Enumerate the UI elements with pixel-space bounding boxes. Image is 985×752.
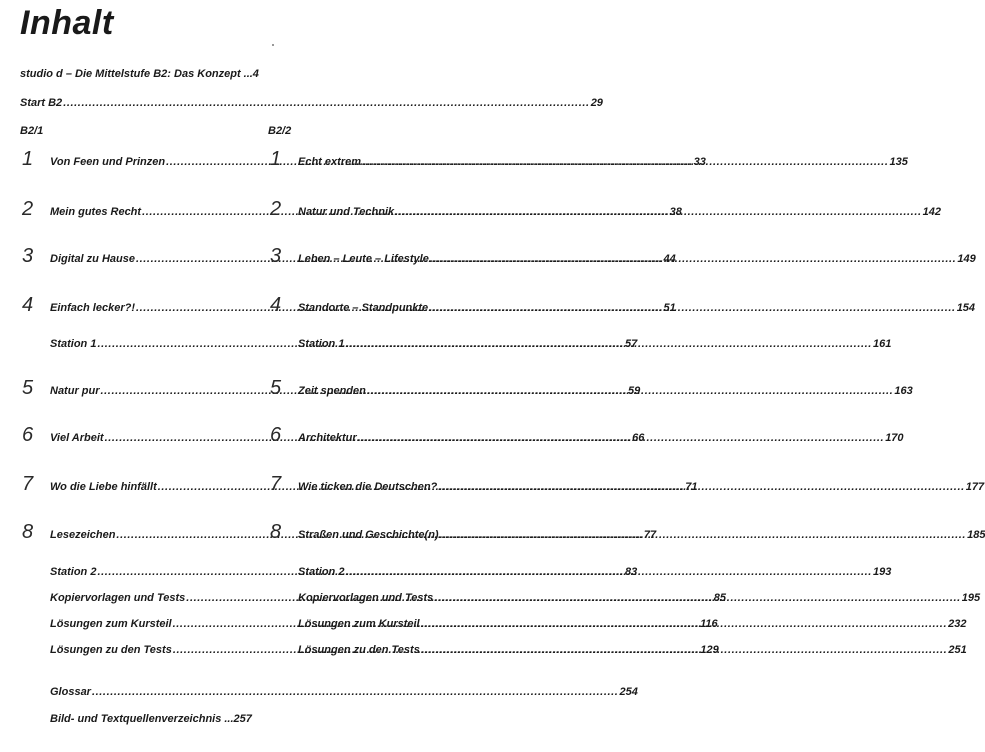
leader-dots (345, 338, 872, 350)
toc-entry-page: 170 (885, 432, 904, 444)
toc-entry-page: 116 (700, 618, 718, 630)
toc-entry-page: 51 (663, 302, 676, 314)
toc-entry-label: Station 2 (50, 566, 97, 578)
unit-number: 7 (270, 473, 282, 495)
toc-entry-page: 71 (685, 481, 698, 493)
toc-entry (50, 713, 252, 725)
toc-entry-label: Station 2 (298, 566, 345, 578)
toc-entry-label: Station 1 (298, 338, 345, 350)
leader-dots (367, 385, 894, 397)
leader-dots (63, 97, 590, 109)
toc-entry-label: Lösungen zu den Tests (50, 644, 172, 656)
leader-dots (345, 566, 872, 578)
toc-entry-start (20, 97, 603, 109)
toc-entry-page: 57 (624, 338, 638, 350)
toc-entry-page: 83 (624, 566, 638, 578)
toc-entry (50, 592, 727, 604)
unit-number: 6 (22, 424, 34, 446)
toc-entry (50, 566, 638, 578)
toc-entry-label: Lösungen zu den Tests (298, 644, 420, 656)
toc-entry (50, 338, 638, 350)
leader-dots (421, 644, 948, 656)
leader-dots (430, 253, 957, 265)
toc-entry-page: ...4 (243, 68, 259, 80)
unit-number: 2 (22, 198, 34, 220)
unit-number: 5 (270, 377, 282, 399)
unit-number: 1 (270, 148, 282, 170)
leader-dots (421, 618, 948, 630)
toc-entry-page: 232 (948, 618, 967, 630)
toc-entry-label: Lösungen zum Kursteil (298, 618, 420, 630)
leader-dots (395, 206, 922, 218)
toc-entry-label: Architektur (298, 432, 357, 444)
leader-dots (358, 432, 885, 444)
unit-number: 5 (22, 377, 34, 399)
toc-entry-page: 193 (872, 566, 892, 578)
toc-entry-label: Start B2 (20, 97, 63, 109)
toc-entry-label: Natur pur (50, 385, 100, 397)
toc-entry-page: 44 (663, 253, 676, 265)
toc-entry-label: Digital zu Hause (50, 253, 135, 265)
toc-entry-page: 185 (967, 529, 985, 541)
toc-entry-page: 129 (700, 644, 719, 656)
toc-entry (50, 618, 718, 630)
unit-number: 3 (22, 245, 34, 267)
leader-dots (434, 592, 961, 604)
toc-entry-page: 254 (619, 686, 638, 698)
unit-number: 4 (22, 294, 34, 316)
toc-entry-page: 59 (628, 385, 641, 397)
toc-entry-page: ...257 (224, 713, 252, 725)
toc-entry-label: Bild- und Textquellenverzeichnis (50, 713, 222, 725)
toc-entry-page: 29 (590, 97, 603, 109)
toc-entry-page: 195 (961, 592, 981, 604)
toc-entry-label: Standorte – Standpunkte (298, 302, 429, 314)
toc-entry-page: 149 (957, 253, 976, 265)
toc-entry-label: Kopiervorlagen und Tests (50, 592, 186, 604)
toc-entry-label: Straßen und Geschichte(n) (298, 529, 439, 541)
toc-entry-page: 85 (713, 592, 727, 604)
toc-entry-concept (20, 68, 259, 80)
unit-number: 3 (270, 245, 282, 267)
toc-entry-label: Lesezeichen (50, 529, 116, 541)
toc-entry-page: 33 (693, 156, 706, 168)
toc-entry-page: 77 (643, 529, 657, 541)
toc-entry-page: 154 (956, 302, 976, 314)
toc-entry-label: Echt extrem (298, 156, 361, 168)
toc-entry-page: 163 (894, 385, 913, 397)
toc-entry-label: Leben – Leute – Lifestyle (298, 253, 429, 265)
leader-dots (429, 302, 956, 314)
unit-number: 2 (270, 198, 282, 220)
toc-entry-label: studio d – Die Mittelstufe B2: Das Konzept (20, 68, 241, 80)
column-heading-b2-1: B2/1 (20, 125, 44, 137)
toc-entry-page: 135 (889, 156, 908, 168)
toc-entry-page: 66 (632, 432, 645, 444)
unit-number: 1 (22, 148, 34, 170)
leader-dots (438, 481, 965, 493)
toc-entry-page: 38 (669, 206, 682, 218)
toc-entry-label: Zeit spenden (298, 385, 366, 397)
toc-entry-page: 142 (922, 206, 942, 218)
toc-entry-label: Kopiervorlagen und Tests (298, 592, 434, 604)
toc-entry-page: 161 (872, 338, 892, 350)
scan-speck (272, 44, 274, 46)
toc-entry (50, 686, 638, 698)
toc-entry-label: Wie ticken die Deutschen? (298, 481, 438, 493)
toc-entry (50, 644, 719, 656)
column-heading-b2-2: B2/2 (268, 125, 292, 137)
leader-dots (92, 686, 619, 698)
unit-number: 7 (22, 473, 34, 495)
unit-number: 4 (270, 294, 282, 316)
unit-number: 6 (270, 424, 282, 446)
toc-entry-page: 251 (948, 644, 967, 656)
toc-entry-label: Lösungen zum Kursteil (50, 618, 172, 630)
toc-entry-label: Von Feen und Prinzen (50, 156, 166, 168)
toc-entry-label: Viel Arbeit (50, 432, 104, 444)
toc-entry-label: Wo die Liebe hinfällt (50, 481, 157, 493)
unit-number: 8 (22, 521, 34, 543)
toc-entry-label: Glossar (50, 686, 91, 698)
toc-entry-label: Station 1 (50, 338, 97, 350)
toc-entry-label: Natur und Technik (298, 206, 395, 218)
leader-dots (440, 529, 967, 541)
toc-entry-label: Mein gutes Recht (50, 206, 142, 218)
leader-dots (362, 156, 889, 168)
toc-entry-label: Einfach lecker?! (50, 302, 135, 314)
page-title: Inhalt (20, 4, 114, 42)
toc-entry-page: 177 (965, 481, 985, 493)
unit-number: 8 (270, 521, 282, 543)
